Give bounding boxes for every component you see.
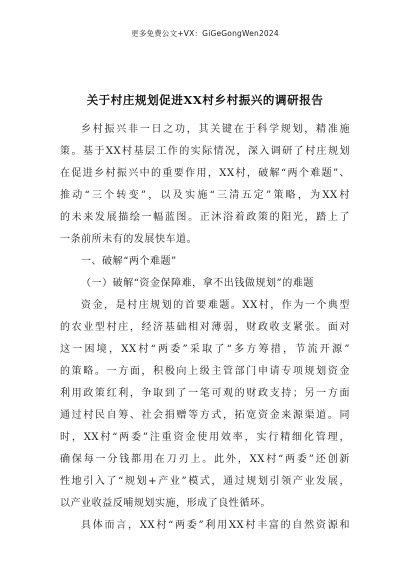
text-line: 以产业收益反哺规划实施，形成了良性循环。 [60, 498, 271, 509]
body-text [60, 119, 350, 537]
text-line: （一）破解“资金保障难，拿不出钱做规划”的难题 [81, 278, 314, 289]
text-line: 乡村振兴非一日之功，其关键在于科学规划，精准施 [81, 124, 350, 135]
text-line: 具体而言，XX村“两委”利用XX村丰富的自然资源和 [81, 520, 350, 531]
text-line: 资金，是村庄规划的首要难题。XX村，作为一个典型 [81, 300, 350, 311]
text-line: 利用政策红利，争取到了一笔可观的财政支持；另一方面 [60, 388, 350, 399]
text-line: 通过村民自筹、社会捐赠等方式，拓宽资金来源渠道。同 [60, 410, 350, 421]
text-line: 的农业型村庄，经济基础相对薄弱，财政收支紧张。面对 [60, 322, 350, 333]
text-line: 一条前所未有的发展快车道。 [60, 234, 198, 245]
text-line: 时，XX村“两委”注重资金使用效率，实行精细化管理， [60, 432, 350, 443]
text-line: 策。基于XX村基层工作的实际情况，深入调研了村庄规划 [60, 146, 350, 157]
text-line: 的未来发展描绘一幅蓝图。正沐浴着政策的阳光，踏上了 [60, 212, 350, 223]
header-note: 更多免费公文+VX：GiGeGongWen2024 [131, 29, 279, 38]
text-line: 性地引入了“规划+产业”模式，通过规划引领产业发展， [60, 476, 350, 487]
text-line: 的策略。一方面，积极向上级主管部门申请专项规划资金 [60, 366, 350, 377]
text-line: 这一困境，XX村“两委”采取了“多方筹措，节流开源” [60, 344, 350, 355]
text-line: 一、破解“两个难题” [81, 256, 177, 267]
text-line: 在促进乡村振兴中的重要作用，XX村，破解“两个难题”、 [60, 168, 350, 179]
document-title: 关于村庄规划促进XX村乡村振兴的调研报告 [86, 93, 324, 107]
text-line: 确保每一分钱都用在刀刃上。此外，XX村“两委”还创新 [60, 454, 350, 465]
text-line: 推动“三个转变”，以及实施“三清五定”策略，为XX村 [60, 190, 350, 201]
